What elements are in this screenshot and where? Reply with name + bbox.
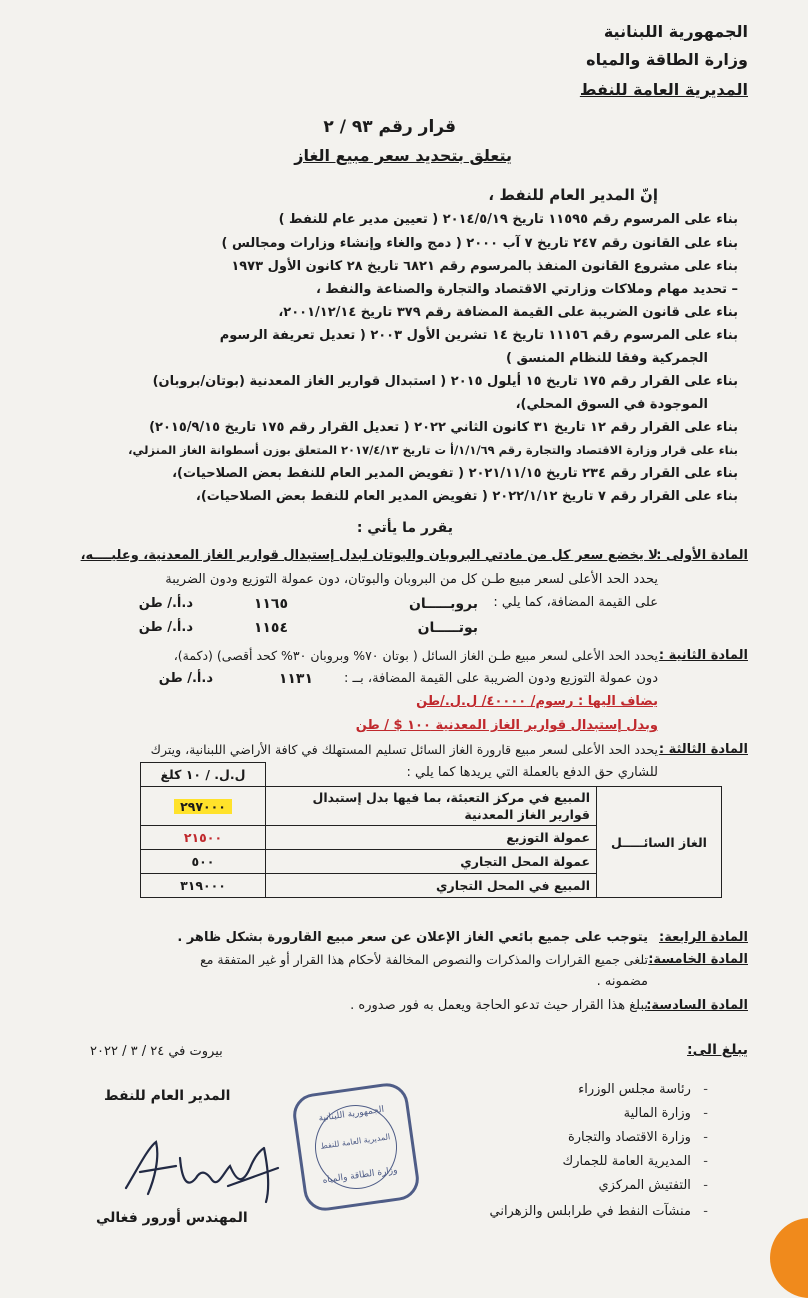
decides-heading: يقرر ما يأتي : <box>356 520 453 536</box>
propane-value: ١١٦٥ <box>253 596 288 612</box>
article6-label: المادة السادسة: <box>646 998 748 1013</box>
table-row-label: المبيع في مركز التعبئة، بما فيها بدل إستبدال قوارير الغاز المعدنية <box>266 787 597 826</box>
directorate-header: المديرية العامة للنفط <box>579 80 748 99</box>
butane-value: ١١٥٤ <box>253 620 288 636</box>
stamp-center-text: المديرية العامة للنفط <box>319 1132 391 1151</box>
official-stamp <box>290 1081 421 1214</box>
decision-title: قرار رقم ٩٣ / ٢ <box>323 117 456 137</box>
director-title: المدير العام للنفط <box>104 1088 231 1104</box>
butane-unit: د.أ./ طن <box>138 620 193 635</box>
decision-subject: يتعلق بتحديد سعر مبيع الغاز <box>294 146 512 165</box>
table-row-value <box>141 787 266 826</box>
article2-value: ١١٣١ <box>278 671 313 687</box>
table-unit-header: ل.ل. / ١٠ كلغ <box>141 763 266 787</box>
butane-label: بوتـــــان <box>417 620 478 636</box>
article3-text: يحدد الحد الأعلى لسعر مبيع قارورة الغاز السائل تسليم المستهلك في كافة الأراضي اللبنانية، ويترك <box>150 742 658 757</box>
consideration-line: بناء على القرار رقم ٧ تاريخ ٢٠٢٢/١/١٢ ( تفويض المدير العام للنفط بعض الصلاحيات)، <box>195 489 738 504</box>
article2-label: المادة الثانية : <box>658 648 748 663</box>
consideration-line: بناء على القرار رقم ١٧٥ تاريخ ١٥ أيلول ٢٠١٥ ( استبدال قوارير الغاز المعدنية (بوتان/بروبان) <box>152 374 738 389</box>
gas-category-cell: الغاز السائـــــل <box>597 787 722 898</box>
notify-label: يبلغ الى: <box>687 1042 748 1058</box>
article6-text: يبلغ هذا القرار حيث تدعو الحاجة ويعمل به فور صدوره . <box>350 998 648 1013</box>
recipient-item: - وزارة المالية <box>623 1106 708 1121</box>
price-table <box>140 762 722 898</box>
consideration-line: الموجودة في السوق المحلي)، <box>515 397 708 412</box>
consideration-line: بناء على المرسوم رقم ١١١٥٦ تاريخ ١٤ تشرين الأول ٢٠٠٣ ( تعديل تعريفة الرسوم <box>219 328 738 343</box>
consideration-line: بناء على القانون رقم ٢٤٧ تاريخ ٧ آب ٢٠٠٠ ( دمج والغاء وإنشاء وزارات ومجالس ) <box>221 236 738 251</box>
consideration-line: بناء على مشروع القانون المنفذ بالمرسوم رقم ٦٨٢١ تاريخ ٢٨ كانون الأول ١٩٧٣ <box>231 259 738 274</box>
article2-text: يحدد الحد الأعلى لسعر مبيع طـن الغاز السائل ( بوتان ٧٠% وبروبان ٣٠% كحد أقصى) (دكمة)، <box>173 648 658 663</box>
consideration-line: – تحديد مهام وملاكات وزارتي الاقتصاد والتجارة والصناعة والنفط ، <box>315 282 738 297</box>
article5-line2: مضمونه . <box>596 974 648 989</box>
consideration-line: الجمركية وفقا للنظام المنسق ) <box>505 351 708 366</box>
recipient-item: - رئاسة مجلس الوزراء <box>578 1082 708 1097</box>
intro-line: إنّ المدير العام للنفط ، <box>488 186 658 204</box>
table-row-value: ٣١٩٠٠٠ <box>141 874 266 898</box>
stamp-top-text: الجمهورية اللبنانية <box>318 1104 385 1124</box>
table-row-value: ٢١٥٠٠ <box>141 826 266 850</box>
place-date: بيروت في ٢٤ / ٣ / ٢٠٢٢ <box>90 1044 223 1059</box>
ministry-header: وزارة الطاقة والمياه <box>586 50 748 69</box>
article1-line2: يحدد الحد الأعلى لسعر مبيع طـن كل من البروبان والبوتان، دون عمولة التوزيع ودون الضريبة <box>165 572 658 587</box>
article2-replacement: وبدل إستبدال قوارير الغاز المعدنية ١٠٠ $ / طن <box>355 718 658 733</box>
table-header-row <box>141 763 722 787</box>
article1-label: المادة الأولى : <box>656 548 748 563</box>
article2-line2: دون عمولة التوزيع ودون الضريبة على القيمة المضافة، بــ : <box>344 671 658 686</box>
article3-label: المادة الثالثة : <box>658 742 748 757</box>
article3-line2: للشاري حق الدفع بالعملة التي يريدها كما يلي : <box>406 765 658 780</box>
stamp-bottom-text: وزارة الطاقة والمياه <box>321 1165 399 1186</box>
consideration-line: بناء على القرار رقم ١٢ تاريخ ٣١ كانون الثاني ٢٠٢٢ ( تعديل القرار رقم ١٧٥ تاريخ ٢٠١٥/٩/١٥) <box>149 420 738 435</box>
article5-label: المادة الخامسة: <box>648 952 748 967</box>
table-row <box>141 787 722 826</box>
decorative-orange-circle <box>770 1218 808 1298</box>
article2-addon: يضاف اليها : رسوم/ ٤٠٠٠٠/ ل.ل./طن <box>416 694 658 709</box>
consideration-line: بناء على قرار وزارة الاقتصاد والتجارة رقم ١/١/٦٩/أ ت تاريخ ٢٠١٧/٤/١٣ المتعلق بوزن أسطوانة الغاز المنزلي، <box>128 443 738 457</box>
recipient-item: - المديرية العامة للجمارك <box>562 1154 708 1169</box>
table-row-label: عمولة المحل التجاري <box>266 850 597 874</box>
handwritten-signature <box>118 1128 288 1208</box>
table-row-label: المبيع في المحل التجاري <box>266 874 597 898</box>
article4-text: يتوجب على جميع بائعي الغاز الإعلان عن سعر مبيع القارورة بشكل ظاهر . <box>177 930 648 945</box>
consideration-line: بناء على قانون الضريبة على القيمة المضافة رقم ٣٧٩ تاريخ ٢٠٠١/١٢/١٤، <box>278 305 738 320</box>
republic-header: الجمهورية اللبنانية <box>603 22 748 41</box>
consideration-line: بناء على المرسوم رقم ١١٥٩٥ تاريخ ٢٠١٤/٥/١٩ ( تعيين مدير عام للنفط ) <box>278 212 738 227</box>
propane-label: بروبـــــان <box>408 596 478 612</box>
highlighted-price: ٢٩٧٠٠٠ <box>174 799 232 814</box>
propane-unit: د.أ./ طن <box>138 596 193 611</box>
article1-text: لا يخضع سعر كل من مادتي البروبان والبوتان لبدل إستبدال قوارير الغاز المعدنية، وعليــــه، <box>80 548 658 563</box>
article5-text: تلغى جميع القرارات والمذكرات والنصوص المخالفة لأحكام هذا القرار أو غير المتفقة مع <box>200 952 648 967</box>
recipient-item: - وزارة الاقتصاد والتجارة <box>567 1130 708 1145</box>
recipient-item: - منشآت النفط في طرابلس والزهراني <box>489 1204 708 1219</box>
article1-line3: على القيمة المضافة، كما يلي : <box>493 595 658 610</box>
table-row-value: ٥٠٠ <box>141 850 266 874</box>
consideration-line: بناء على القرار رقم ٢٣٤ تاريخ ٢٠٢١/١١/١٥ ( تفويض المدير العام للنفط بعض الصلاحيات)، <box>172 466 738 481</box>
table-row-label: عمولة التوزيع <box>266 826 597 850</box>
article4-label: المادة الرابعة: <box>659 930 748 945</box>
article2-unit: د.أ./ طن <box>158 671 213 686</box>
recipient-item: - التفتيش المركزي <box>598 1178 708 1193</box>
signer-name: المهندس أورور فغالي <box>96 1210 248 1226</box>
